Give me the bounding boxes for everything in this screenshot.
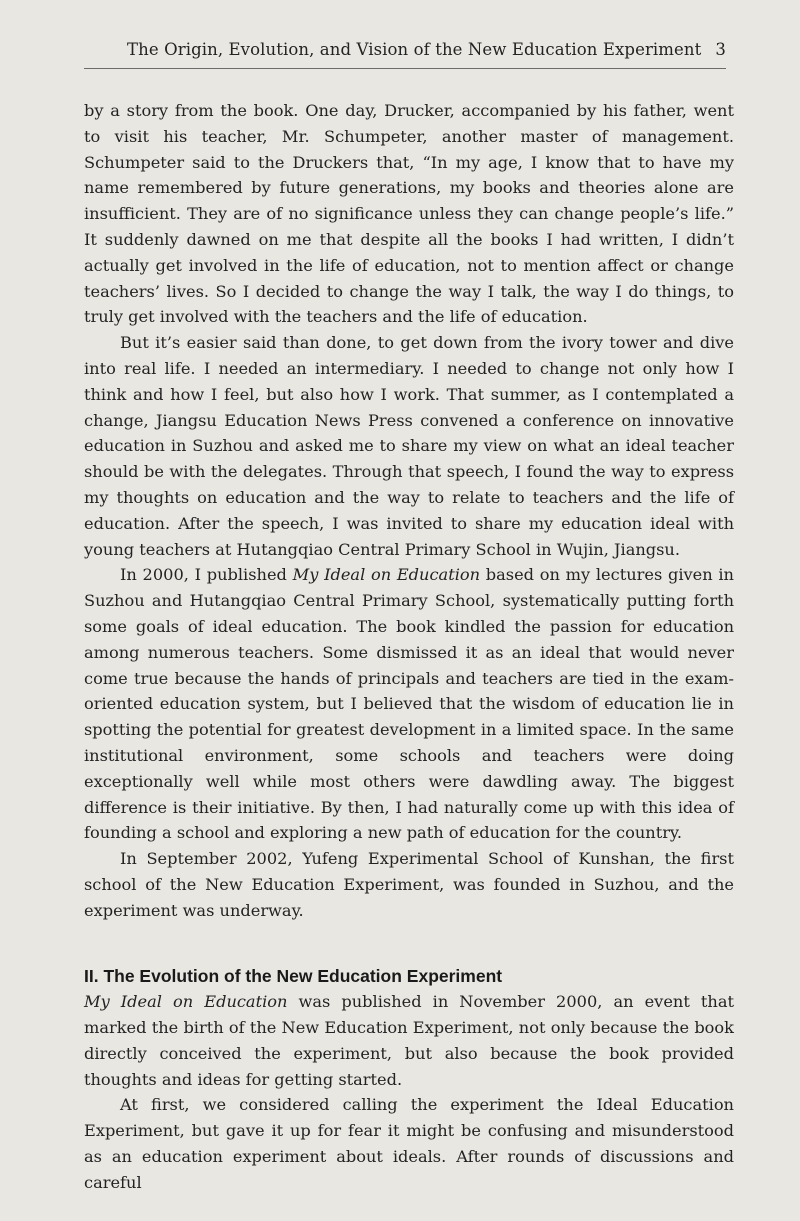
page-number: 3 <box>715 40 726 59</box>
section-heading: II. The Evolution of the New Education Experiment <box>84 965 503 986</box>
paragraph <box>84 98 734 330</box>
text-run: was published in November 2000, an event that marked the birth of the New Education Experiment, not only because the book directly conceived the experiment, but also because the book provided thoughts and ideas for getting started. <box>84 992 734 1089</box>
header-rule <box>84 68 726 69</box>
running-head <box>84 40 726 59</box>
text-run: But it’s easier said than done, to get down from the ivory tower and dive into real life. I needed an intermediary. I needed to change not only how I think and how I feel, but also how I work. That summer, as I contemplated a change, Jiangsu Education News Press convened a conference on innovative education in Suzhou and asked me to share my view on what an ideal teacher should be with the delegates. Through that speech, I found the way to express my thoughts on education and the way to relate to teachers and the life of education. After the speech, I was invited to share my education ideal with young teachers at Hutangqiao Central Primary School in Wujin, Jiangsu. <box>84 333 734 559</box>
text-run: based on my lectures given in Suzhou and Hutangqiao Central Primary School, systematically putting forth some goals of ideal education. The book kindled the passion for education among numerous teachers. Some dismissed it as an ideal that would never come true because the hands of principals and teachers are tied in the exam-oriented education system, but I believed that the wisdom of education lie in spotting the potential for greatest development in a limited space. In the same institutional environment, some schools and teachers were doing exceptionally well while most others were dawdling away. The biggest difference is their initiative. By then, I had naturally come up with this idea of founding a school and exploring a new path of education for the country. <box>84 565 734 843</box>
text-run: In September 2002, Yufeng Experimental School of Kunshan, the first school of the New Education Experiment, was founded in Suzhou, and the experiment was underway. <box>84 849 734 920</box>
book-title-italic: My Ideal on Education <box>84 992 288 1012</box>
body-text <box>84 98 734 1196</box>
book-title-italic: My Ideal on Education <box>292 565 481 585</box>
text-run: In 2000, I published <box>120 565 293 585</box>
running-head-title: The Origin, Evolution, and Vision of the New Education Experiment <box>127 40 702 59</box>
text-run: At first, we considered calling the experiment the Ideal Education Experiment, but gave it up for fear it might be confusing and misunderstood as an education experiment about ideals. After rounds of discussions and careful <box>84 1095 734 1192</box>
paragraph <box>84 846 734 923</box>
paragraph <box>84 330 734 562</box>
paragraph <box>84 1092 734 1195</box>
paragraph <box>84 989 734 1092</box>
text-run: by a story from the book. One day, Drucker, accompanied by his father, went to visit his teacher, Mr. Schumpeter, another master of management. Schumpeter said to the Druckers that, “In my age, I know that to have my name remembered by future generations, my books and theories alone are insufficient. They are of no significance unless they can change people’s life.” It suddenly dawned on me that despite all the books I had written, I didn’t actually get involved in the life of education, not to mention affect or change teachers’ lives. So I decided to change the way I talk, the way I do things, to truly get involved with the teachers and the life of education. <box>84 101 734 327</box>
paragraph <box>84 562 734 846</box>
